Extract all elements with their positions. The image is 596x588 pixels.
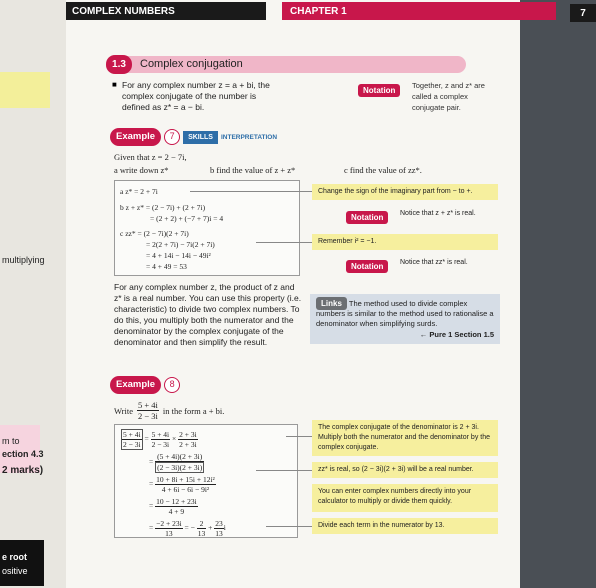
example-7-question: Given that z = 2 − 7i, (114, 152, 187, 162)
note-remember: Remember i² = −1. (312, 234, 498, 250)
working-line: = 4 + 14i − 14i − 49i² (146, 251, 211, 260)
left-highlight-box (0, 72, 50, 108)
textbook-page (66, 0, 586, 588)
left-page-edge (0, 0, 68, 588)
example-7-part-a: a write down z* (114, 165, 169, 175)
links-box (310, 294, 500, 344)
note-sum-real: Notice that z + z* is real. (400, 210, 476, 217)
note-product-real: Notice that zz* is real. (400, 259, 468, 266)
division-explanation: For any complex number z, the product of z and z* is a real number. You can use this property (i.e. characteristic) to divide two complex numbers. To do this, you multiply both the numerator and the denominator by the complex conjugate of the denominator and then simplify the result. (114, 282, 302, 347)
question-suffix: in the form a + bi. (162, 405, 225, 416)
notation-tag-2 (346, 207, 388, 225)
example-8-working-box (114, 424, 298, 538)
working-step-4: = $\frac{10 - 12 + 23i}{4 + 9}$ (149, 497, 197, 516)
example-label: Example (110, 376, 161, 394)
left-fragment-m-to: m to (2, 436, 20, 446)
working-line: a z* = 2 + 7i (120, 187, 158, 196)
working-line: = 2(2 + 7i) − 7i(2 + 7i) (146, 240, 215, 249)
links-label: Links (316, 297, 347, 310)
bullet-icon: ■ (112, 80, 117, 89)
question-fraction (137, 400, 159, 421)
example-8-question (114, 400, 224, 421)
notation-tag-3 (346, 256, 388, 274)
chapter-bar (282, 2, 586, 20)
pointer-line (190, 191, 312, 192)
notation-label: Notation (346, 260, 388, 273)
links-reference: ← Pure 1 Section 1.5 (419, 330, 494, 339)
pointer-line (286, 436, 312, 437)
working-line: = (2 + 2) + (−7 + 7)i = 4 (150, 214, 224, 223)
pointer-line (266, 526, 312, 527)
working-step-3: = $\frac{\text{10 + 8i + 15i + 12i²}}{\text{4 + 6i − 6i − 9i²}}$ (149, 475, 215, 494)
left-fragment-section: ection 4.3 (2, 449, 44, 459)
example-7-part-c: c find the value of zz*. (344, 165, 422, 175)
note-real-product: zz* is real, so (2 − 3i)(2 + 3i) will be a real number. (312, 462, 498, 478)
page-number: 7 (570, 4, 596, 22)
left-fragment-multiplying: multiplying (2, 255, 45, 265)
left-fragment-marks: 2 marks) (2, 465, 44, 476)
question-prefix: Write (114, 405, 134, 416)
note-conjugate: The complex conjugate of the denominator is 2 + 3i. Multiply both the numerator and the denominator by the complex conjugate. (312, 420, 498, 456)
running-head-title: COMPLEX NUMBERS (66, 2, 266, 20)
fraction-denominator: 2 − 3i (138, 411, 158, 421)
working-line: = 4 + 49 = 53 (146, 262, 187, 271)
note-calculator: You can enter complex numbers directly into your calculator to multiply or divide them quickly. (312, 484, 498, 512)
example-7-header (110, 128, 277, 146)
working-step-1: $\frac{5 + 4i}{2 - 3i}$ = $\frac{5 + 4i}{2 - 3i}$ × $\frac{2 + 3i}{2 + 3i}$ (123, 430, 197, 449)
notation-tag (358, 80, 400, 98)
example-7-part-b: b find the value of z + z* (210, 165, 296, 175)
working-step-5: = $\frac{-2 + 23i}{13}$ = − $\frac{2}{13}$ + $\frac{23}{13}$ i (149, 519, 226, 538)
left-dark-box (0, 540, 44, 586)
section-number: 1.3 (106, 55, 132, 74)
example-8-header (110, 376, 180, 394)
notation-text: Together, z and z* are called a complex conjugate pair. (412, 81, 485, 112)
chapter-label: CHAPTER 1 (290, 6, 347, 17)
example-number: 8 (164, 377, 180, 393)
left-fragment-positive: ositive (2, 566, 28, 576)
working-step-2: = $\frac{(5 + 4i)(2 + 3i)}{(2 - 3i)(2 + 3i)}$ (149, 452, 203, 472)
note-sign-change: Change the sign of the imaginary part from − to +. (312, 184, 498, 200)
pointer-line (256, 470, 312, 471)
pointer-line (256, 242, 312, 243)
definition-text: For any complex number z = a + bi, the complex conjugate of the number is defined as z* = a − bi. (122, 80, 270, 112)
left-fragment-root: e root (2, 552, 28, 562)
notation-label: Notation (358, 84, 400, 97)
section-title: Complex conjugation (140, 58, 243, 70)
notation-label: Notation (346, 211, 388, 224)
fraction-numerator: 5 + 4i (138, 400, 158, 410)
example-label: Example (110, 128, 161, 146)
working-line: c zz* = (2 − 7i)(2 + 7i) (120, 229, 189, 238)
skills-label: SKILLS (183, 131, 218, 144)
example-number: 7 (164, 129, 180, 145)
working-line: b z + z* = (2 − 7i) + (2 + 7i) (120, 203, 206, 212)
links-text: The method used to divide complex numbers is similar to the method used to rationalise a denominator when simplifying surds. (316, 299, 494, 328)
skills-text: INTERPRETATION (220, 133, 278, 141)
note-divide-terms: Divide each term in the numerator by 13. (312, 518, 498, 534)
